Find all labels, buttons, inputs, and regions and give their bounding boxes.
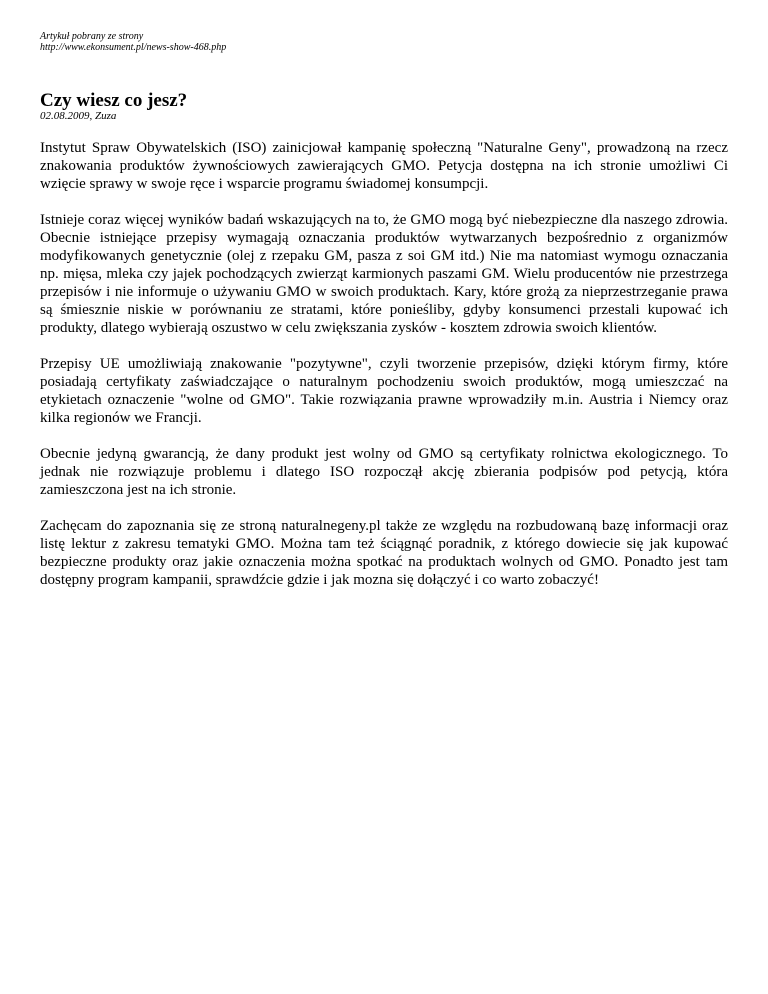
article-date-author: 02.08.2009, Zuza bbox=[40, 110, 117, 122]
article-paragraph-4: Obecnie jedyną gwarancją, że dany produkt jest wolny od GMO są certyfikaty rolnictwa ekologicznego. To jednak nie rozwiązuje problemu i dlatego ISO rozpoczął akcję zbierania podpisów pod petycją, która zamieszczona jest na ich stronie. bbox=[40, 446, 728, 498]
source-label: Artykuł pobrany ze strony bbox=[40, 31, 144, 42]
article-paragraph-3: Przepisy UE umożliwiają znakowanie "pozytywne", czyli tworzenie przepisów, dzięki którym firmy, które posiadają certyfikaty zaświadczające o naturalnym pochodzeniu swoich produktów, mogą umieszczać na etykietach oznaczenie "wolne od GMO". Takie rozwiązania prawne wprowadziły m.in. Austria i Niemcy oraz kilka regionów we Francji. bbox=[40, 356, 728, 426]
article-body bbox=[40, 139, 728, 589]
article-paragraph-1: Instytut Spraw Obywatelskich (ISO) zainicjował kampanię społeczną "Naturalne Geny", prowadzoną na rzecz znakowania produktów żywnościowych zawierających GMO. Petycja dostępna na ich stronie umożliwi Ci wzięcie sprawy w swoje ręce i wsparcie programu świadomej konsumpcji. bbox=[40, 140, 728, 192]
document-page bbox=[40, 31, 728, 607]
article-paragraph-2: Istnieje coraz więcej wyników badań wskazujących na to, że GMO mogą być niebezpieczne dla naszego zdrowia. Obecnie istniejące przepisy wymagają oznaczania produktów wytwarzanych bezpośrednio z organizmów modyfikowanych genetycznie (olej z rzepaku GM, pasza z soi GM itd.) Nie ma natomiast wymogu oznaczania np. mięsa, mleka czy jajek pochodzących zwierząt karmionych paszami GM. Wielu producentów nie przestrzega przepisów i nie informuje o używaniu GMO w swoich produktach. Kary, które grożą za nieprzestrzeganie prawa są śmiesznie niskie w porównaniu ze stratami, które ponieśliby, gdyby konsumenci przestali kupować ich produkty, dlatego wybierają oszustwo w celu zwiększania zysków - kosztem zdrowia swoich klientów. bbox=[40, 212, 728, 336]
source-url: http://www.ekonsument.pl/news-show-468.php bbox=[40, 42, 227, 53]
source-note bbox=[40, 31, 728, 53]
article-title: Czy wiesz co jesz? bbox=[40, 90, 188, 111]
article-paragraph-5: Zachęcam do zapoznania się ze stroną naturalnegeny.pl także ze względu na rozbudowaną bazę informacji oraz listę lektur z zakresu tematyki GMO. Można tam też ściągnąć poradnik, z którego dowiecie się jak kupować bezpieczne produkty oraz jakie oznaczenia można spotkać na produktach wolnych od GMO. Ponadto jest tam dostępny program kampanii, sprawdźcie gdzie i jak mozna się dołączyć i co warto zobaczyć! bbox=[40, 518, 728, 588]
